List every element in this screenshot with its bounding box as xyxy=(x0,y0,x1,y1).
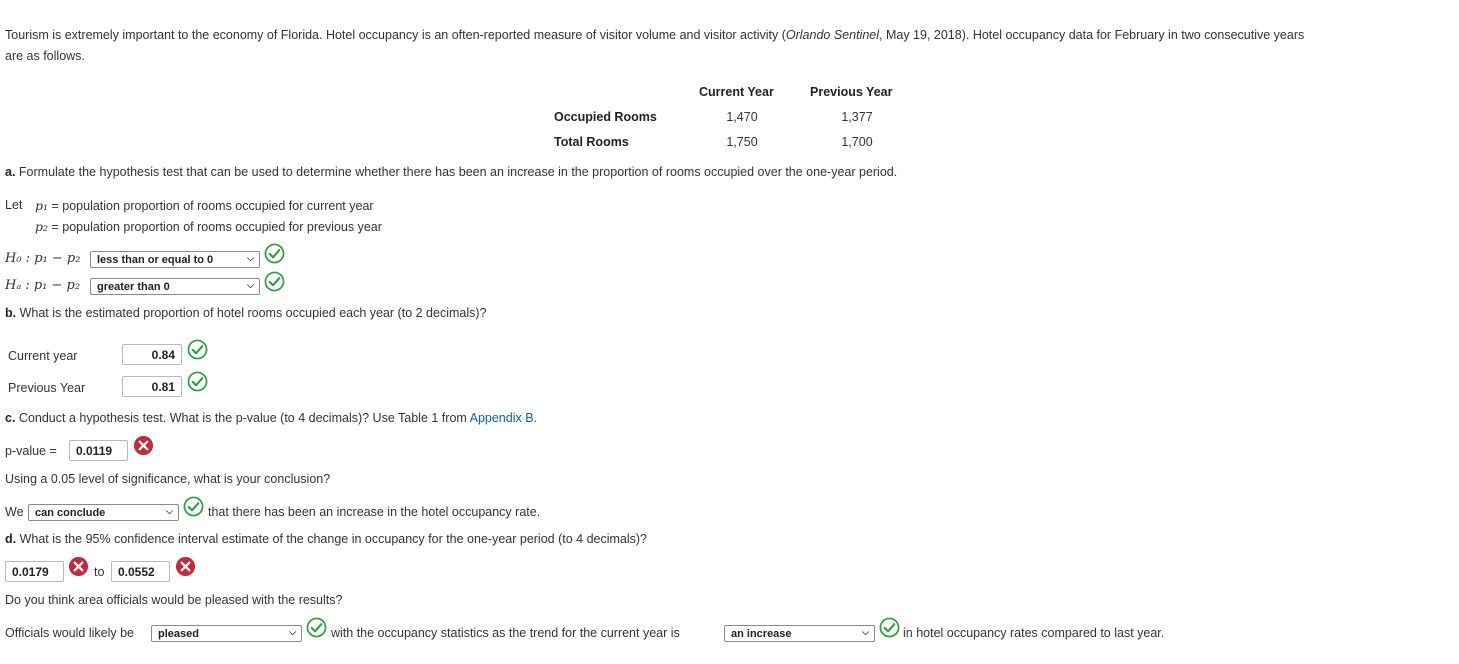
previous-year-input[interactable]: 0.81 xyxy=(122,376,182,397)
table-cell-total-previous: 1,700 xyxy=(841,135,873,149)
chevron-down-icon: ⌵ xyxy=(166,506,173,516)
x-circle-icon xyxy=(133,435,154,456)
h0-label: H₀ : p₁ − p₂ xyxy=(5,251,81,266)
check-circle-icon xyxy=(879,617,900,638)
check-circle-icon xyxy=(183,496,204,517)
let-label: Let xyxy=(5,198,23,212)
part-a-question: a. Formulate the hypothesis test that can be used to determine whether there has been an increase in the proportion of rooms occupied over the one-year period. xyxy=(5,165,898,179)
ha-select[interactable]: greater than 0 ⌵ xyxy=(90,278,260,295)
chevron-down-icon: ⌵ xyxy=(247,253,254,263)
officials-label: Officials would likely be xyxy=(5,626,134,640)
check-circle-icon xyxy=(187,371,208,392)
intro-source: Orlando Sentinel xyxy=(785,28,880,42)
ci-lower-input[interactable]: 0.0179 xyxy=(5,561,64,582)
table-cell-occupied-previous: 1,377 xyxy=(841,110,873,124)
h0-select[interactable]: less than or equal to 0 ⌵ xyxy=(90,251,260,268)
chevron-down-icon: ⌵ xyxy=(862,627,869,637)
check-circle-icon xyxy=(187,339,208,360)
check-circle-icon xyxy=(264,243,285,264)
p2-definition: p₂ = population proportion of rooms occupied for previous year xyxy=(35,219,382,234)
table-header-previous: Previous Year xyxy=(810,85,893,99)
pvalue-label: p-value = xyxy=(5,444,57,458)
previous-year-label: Previous Year xyxy=(8,381,86,395)
chevron-down-icon: ⌵ xyxy=(289,627,296,637)
ci-upper-input[interactable]: 0.0552 xyxy=(111,561,170,582)
we-label: We xyxy=(5,505,24,519)
check-circle-icon xyxy=(306,617,327,638)
intro-line-2: are as follows. xyxy=(5,49,85,63)
table-row-label-occupied: Occupied Rooms xyxy=(554,110,657,124)
intro-text-after: , May 19, 2018). Hotel occupancy data for February in two consecutive years xyxy=(879,28,1305,42)
intro-line-1 xyxy=(5,28,1304,42)
significance-question: Using a 0.05 level of significance, what is your conclusion? xyxy=(5,472,331,486)
appendix-b-link[interactable]: Appendix B xyxy=(469,411,534,425)
p1-definition: p₁ = population proportion of rooms occupied for current year xyxy=(35,198,374,213)
table-cell-total-current: 1,750 xyxy=(726,135,758,149)
ha-label: Hₐ : p₁ − p₂ xyxy=(5,278,81,293)
trend-middle-text: with the occupancy statistics as the trend for the current year is xyxy=(331,626,680,640)
part-b-question: b. What is the estimated proportion of hotel rooms occupied each year (to 2 decimals)? xyxy=(5,306,487,320)
intro-text: Tourism is extremely important to the economy of Florida. Hotel occupancy is an often-reported measure of visitor volume and visitor activity ( xyxy=(5,28,786,42)
ci-to-label: to xyxy=(94,565,105,579)
table-header-current: Current Year xyxy=(699,85,774,99)
conclusion-select[interactable]: can conclude ⌵ xyxy=(28,504,179,521)
table-row-label-total: Total Rooms xyxy=(554,135,629,149)
current-year-input[interactable]: 0.84 xyxy=(122,344,182,365)
current-year-label: Current year xyxy=(8,349,78,363)
trend-select[interactable]: an increase ⌵ xyxy=(724,625,875,642)
conclusion-tail: that there has been an increase in the hotel occupancy rate. xyxy=(208,505,541,519)
part-d-question: d. What is the 95% confidence interval estimate of the change in occupancy for the one-year period (to 4 decimals)? xyxy=(5,532,648,546)
trend-tail-text: in hotel occupancy rates compared to last year. xyxy=(903,626,1165,640)
pleased-question: Do you think area officials would be pleased with the results? xyxy=(5,593,343,607)
pvalue-input[interactable]: 0.0119 xyxy=(69,440,128,461)
x-circle-icon xyxy=(68,556,89,577)
check-circle-icon xyxy=(264,271,285,292)
pleased-select[interactable]: pleased ⌵ xyxy=(151,625,302,642)
table-cell-occupied-current: 1,470 xyxy=(726,110,758,124)
chevron-down-icon: ⌵ xyxy=(247,280,254,290)
part-c-question: c. Conduct a hypothesis test. What is the p-value (to 4 decimals)? Use Table 1 from Appendix B. xyxy=(5,411,538,425)
x-circle-icon xyxy=(175,556,196,577)
